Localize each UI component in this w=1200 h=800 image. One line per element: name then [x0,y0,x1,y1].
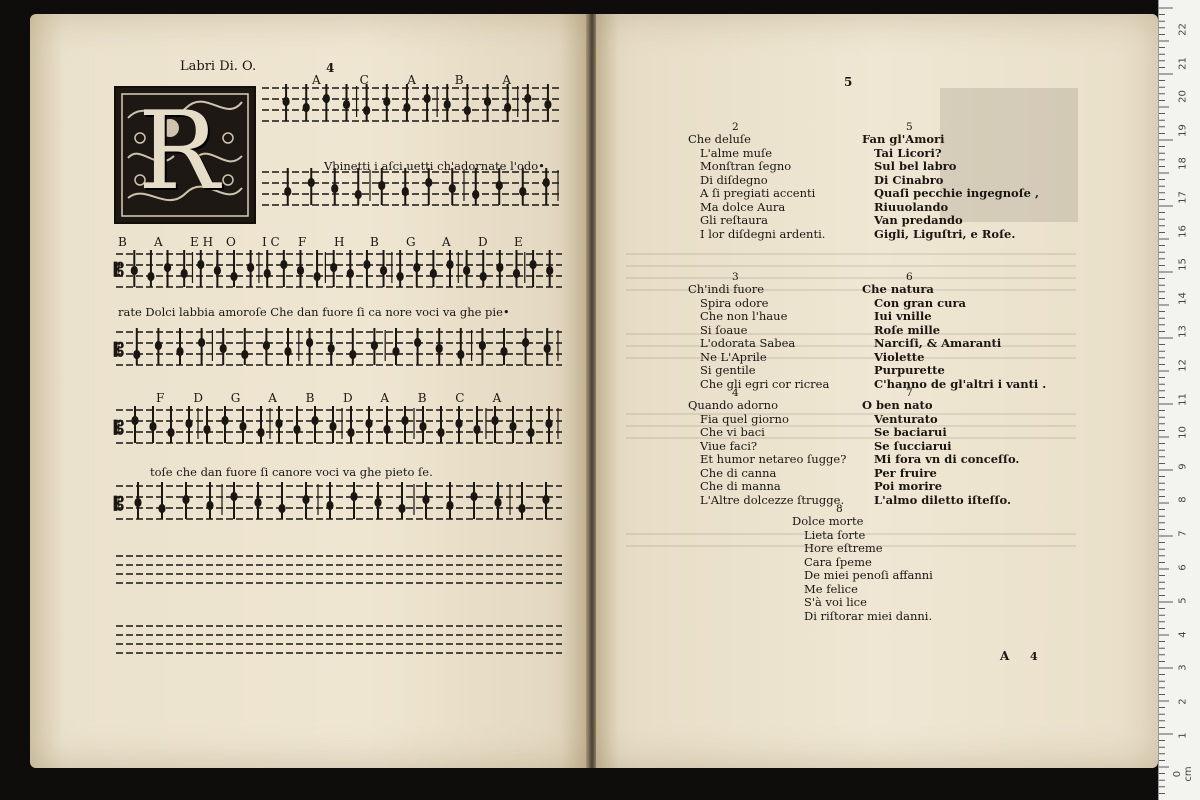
tablature-letter: E [514,235,523,249]
tablature-letter: A [442,235,451,249]
s1a-note [484,97,491,106]
page-header: Labri Di. O. [180,59,257,74]
verse-line: Van predando [874,213,963,227]
ruler-label: 5 [1177,597,1189,604]
s1b-note [425,178,432,187]
tablature-letter: F [298,235,307,249]
tablature-letter: A [407,73,416,87]
verse-line: Spira odore [700,295,769,310]
ruler-label: 3 [1177,664,1189,672]
stanza-6 [862,272,1046,391]
s3a-note [347,428,354,437]
tablature-letter: H [334,235,345,249]
s2b-note [155,341,162,350]
ruler-label: 10 [1177,426,1189,440]
stanza-number: 3 [732,271,739,283]
s3a-note [509,422,516,431]
verse-line: I lor diſdegni ardenti. [700,226,826,241]
verse-line: Ne L'Aprile [700,349,767,364]
verse-line: Narciſi, & Amaranti [874,336,1002,350]
tablature-letter: D [343,391,353,405]
s3b-note [134,498,141,507]
stanza-number: 7 [906,387,913,399]
verse-line: Monſtran ſegno [700,159,792,173]
verse-line: Purpurette [874,363,945,377]
s2a-note [197,260,204,269]
s2a-note [463,266,470,275]
verse-line: Gli reſtaura [700,213,768,227]
system1-lyric: Vbinetti i aſci uetti ch'adornate l'odo• [324,159,545,173]
system2-lyric: rate Dolci labbia amoroſe Che dan fuore ſi ca nore voci va ghe pie• [118,305,510,319]
s1a-note [282,97,289,106]
s3a-note [545,419,552,428]
ruler-label: 7 [1177,530,1189,537]
ruler-label: 9 [1177,463,1189,470]
tablature-letter: A [492,391,502,405]
verse-line: Iui vnille [874,309,932,323]
verse-line: O ben nato [862,398,933,412]
s2a-note [297,266,304,275]
s1a-note [303,103,310,112]
s2a-note [313,272,320,281]
s3a-note [185,419,192,428]
verse-line: Se ſucciarui [874,438,952,453]
s3a-note [401,416,408,425]
ruler-label: 4 [1177,631,1189,638]
s1a-note [343,100,350,109]
staff-2b [116,332,562,365]
s2a-note [430,269,437,278]
ruler-label: 14 [1177,291,1189,305]
staff-1b [262,172,562,205]
s1b-note [284,187,291,196]
s1a-note [423,94,430,103]
ruler-label: 17 [1177,191,1189,204]
s3a-note [455,419,462,428]
s3a-note [383,425,390,434]
s3b-note [350,492,357,501]
s3a-note [491,416,498,425]
ruler-label: 12 [1177,359,1189,372]
verse-line: Venturato [874,411,938,426]
s2a-note [164,263,171,272]
s2b-note [349,350,356,359]
s2b-note [198,338,205,347]
verse-line: Me felice [804,581,858,596]
right-page [596,14,1158,768]
stanza-2 [688,122,825,241]
ruler-label: 19 [1177,123,1189,137]
ruler-label: 18 [1177,157,1189,171]
stanza-7 [862,388,1019,507]
s1a-note [383,97,390,106]
s2a-note [496,263,503,272]
s2b-note [284,347,291,356]
s2b-note [392,347,399,356]
s2a-note [147,272,154,281]
s3b-note [326,501,333,510]
s1b-note [331,184,338,193]
s3b-note [302,495,309,504]
clef-mark: 𝄡 [114,260,125,281]
verse-line: L'Altre dolcezze ſtrugge. [700,492,845,507]
verse-line: Se baciarui [874,425,947,439]
s2a-note [230,272,237,281]
s2a-note [181,269,188,278]
ruler-label: 15 [1177,258,1189,272]
tablature-letter: C [455,391,465,405]
verse-line: Quando adorno [688,398,779,412]
tablature-letter: A [268,391,277,405]
s3b-note [494,498,501,507]
s1a-note [403,103,410,112]
verse-line: Viue faci? [700,438,758,453]
verse-line: Fia quel giorno [700,411,789,426]
verse-line: Sul bel labro [874,159,957,173]
verse-line: Che vi baci [700,425,765,439]
verse-line: Quaſi pecchie ingegnoſe , [874,186,1039,200]
ruler-label: 0 cm [1172,766,1194,782]
ruler-label: 21 [1177,56,1189,70]
tablature-letter: B [370,235,379,249]
s3b-note [446,501,453,510]
s2a-note [214,266,221,275]
s2b-note [544,344,551,353]
s2a-note [529,260,536,269]
verse-line: Si ſoaue [700,322,748,337]
s2b-note [500,347,507,356]
s3b-note [254,498,261,507]
tablature-letter: D [193,391,204,405]
s3b-note [542,495,549,504]
s2b-note [522,338,529,347]
ruler-label: 2 [1177,698,1189,705]
tablature-letter: B [417,391,427,405]
s2a-note [380,266,387,275]
s1b-note [543,178,550,187]
verse-line: A ſi pregiati accenti [700,186,816,200]
s2b-note [241,350,248,359]
s2b-note [414,338,421,347]
clef-mark: 𝄡 [114,494,125,515]
s2a-note [397,272,404,281]
s1a-note [464,106,471,115]
s3b-note [422,495,429,504]
verse-line: Ch'indi fuore [688,282,765,296]
verse-line: Con gran cura [874,295,966,310]
s3b-note [374,498,381,507]
tablature-letter: D [478,235,488,249]
s2b-note [479,341,486,350]
s3a-note [221,416,228,425]
s3b-note [278,504,285,513]
verse-line: Fan gl'Amori [862,132,945,146]
s3a-note [257,428,264,437]
stanza-3 [688,272,829,391]
system3-lyric: toſe che dan fuore ſi canore voci va ghe pieto ſe. [150,465,433,479]
ruler-label: 11 [1177,392,1189,406]
s1a-note [363,106,370,115]
s3a-note [239,422,246,431]
s3a-note [329,422,336,431]
s3a-note [293,425,300,434]
s1a-note [504,103,511,112]
s1b-note [519,187,526,196]
s3a-note [203,425,210,434]
s2b-note [263,341,270,350]
stanza-number: 4 [732,387,739,399]
s1b-note [378,181,385,190]
verse-line: Tai Licori? [874,145,942,160]
ruler-label: 1 [1177,731,1189,739]
tablature-letter: C [359,73,369,87]
verse-line: Gigli, Liguſtri, e Roſe. [874,226,1016,241]
verse-line: Ma dolce Aura [700,199,786,214]
verse-line: Di riſtorar miei danni. [804,608,933,623]
s1a-note [323,94,330,103]
tablature-letter: G [230,391,241,405]
verse-line: L'alme muſe [700,145,773,160]
s3a-note [365,419,372,428]
ruler-label: 22 [1177,23,1189,36]
s3b-note [182,495,189,504]
tablature-letter: A [380,391,390,405]
verse-line: Si gentile [700,363,756,377]
initial-letter: R [138,89,220,214]
page-number: 5 [844,75,853,89]
tablature-letter: B [454,73,464,87]
ruler-label: 8 [1177,496,1189,504]
s2a-note [280,260,287,269]
verse-line: L'odorata Sabea [700,336,796,350]
s3a-note [167,428,174,437]
s2b-note [371,341,378,350]
s2a-note [131,266,138,275]
signature-mark: A [1000,649,1010,663]
s3b-note [206,501,213,510]
s3a-note [131,416,138,425]
verse-line: Riuuolando [874,199,949,214]
s3b-note [230,492,237,501]
tablature-letter: A [312,73,321,87]
left-page [30,14,588,768]
s2a-note [363,260,370,269]
verse-line: Mi fora vn di conceſſo. [874,452,1020,466]
empty-staff-2 [116,626,562,653]
s2a-note [347,269,354,278]
tablature-letter: B [118,235,127,249]
verse-line: Per fruire [874,465,937,480]
s3b-note [398,504,405,513]
s2b-note [457,350,464,359]
verse-line: Roſe mille [874,322,941,337]
tablature-letter: O [226,235,236,249]
s3a-note [275,419,282,428]
s3a-note [527,428,534,437]
ruler-label: 13 [1177,325,1189,339]
verse-line: Hore eſtreme [804,541,883,555]
s2b-note [220,344,227,353]
s3a-note [437,428,444,437]
verse-line: Che non l'haue [700,309,788,323]
s2b-note [436,344,443,353]
s3a-note [149,422,156,431]
verse-line: Lieta ſorte [804,527,866,542]
verse-line: Et humor netareo ſugge? [700,452,847,466]
open-book [30,14,1158,768]
tablature-letter: A [502,73,512,87]
s2b-note [133,350,140,359]
s2b-note [176,347,183,356]
stanza-number: 5 [906,121,913,133]
s1b-note [449,184,456,193]
verse-line: Che gli egri cor ricrea [700,376,830,391]
s2a-note [247,263,254,272]
s2b-note [306,338,313,347]
s3a-note [311,416,318,425]
tablature-letter: E H [190,235,214,249]
measuring-ruler [1158,0,1200,800]
verse-line: Che deluſe [688,132,751,146]
verse-line: S'à voi lice [804,595,867,609]
s3a-note [419,422,426,431]
s1b-note [472,190,479,199]
tablature-letter: F [156,391,165,405]
s2a-note [513,269,520,278]
s2a-note [480,272,487,281]
ruler-label: 20 [1177,90,1189,104]
tablature-notation [30,14,588,674]
verse-line: Che di canna [700,465,777,480]
verse-line: Dolce morte [792,514,864,528]
page-number: 4 [326,61,335,75]
s1b-note [402,187,409,196]
s1b-note [355,190,362,199]
verse-line: De miei penoſi affanni [804,568,933,582]
verse-line: Poi morire [874,479,943,493]
stanza-number: 8 [836,503,843,515]
stanza-4 [688,388,846,507]
ruler-label: 16 [1177,224,1189,238]
s1a-note [444,100,451,109]
verse-line: Di diſdegno [700,172,768,187]
s1a-note [524,94,531,103]
s2b-note [328,344,335,353]
stanza-number: 2 [732,121,739,133]
s1a-note [544,100,551,109]
s2a-note [330,263,337,272]
s1b-note [308,178,315,187]
stanza-5 [862,122,1039,241]
s3a-note [473,425,480,434]
verse-line: Di Cinabro [874,172,944,187]
tablature-letter: G [406,235,416,249]
s3b-note [158,504,165,513]
stanza-8 [792,504,933,623]
s2a-note [413,263,420,272]
verse-line: Che natura [862,282,934,296]
s1b-note [496,181,503,190]
verse-line: L'almo diletto iſteſſo. [874,492,1011,507]
verse-line: C'hanno de gl'altri i vanti . [874,376,1047,391]
tablature-letter: I C [262,235,280,249]
s3b-note [470,492,477,501]
verse-line: Che di manna [700,479,781,493]
ruler-label: 6 [1177,563,1189,571]
s2a-note [446,260,453,269]
verse-line: Violette [874,349,925,364]
clef-mark: 𝄡 [114,418,125,439]
s2a-note [264,269,271,278]
signature-number: 4 [1030,650,1038,663]
stanza-number: 6 [906,271,913,283]
tablature-letter: B [305,391,315,405]
s2a-note [546,266,553,275]
clef-mark: 𝄡 [114,340,125,361]
verse-line: Cara ſpeme [804,554,872,569]
s3b-note [518,504,525,513]
empty-staff-1 [116,556,562,583]
tablature-letter: A [154,235,163,249]
